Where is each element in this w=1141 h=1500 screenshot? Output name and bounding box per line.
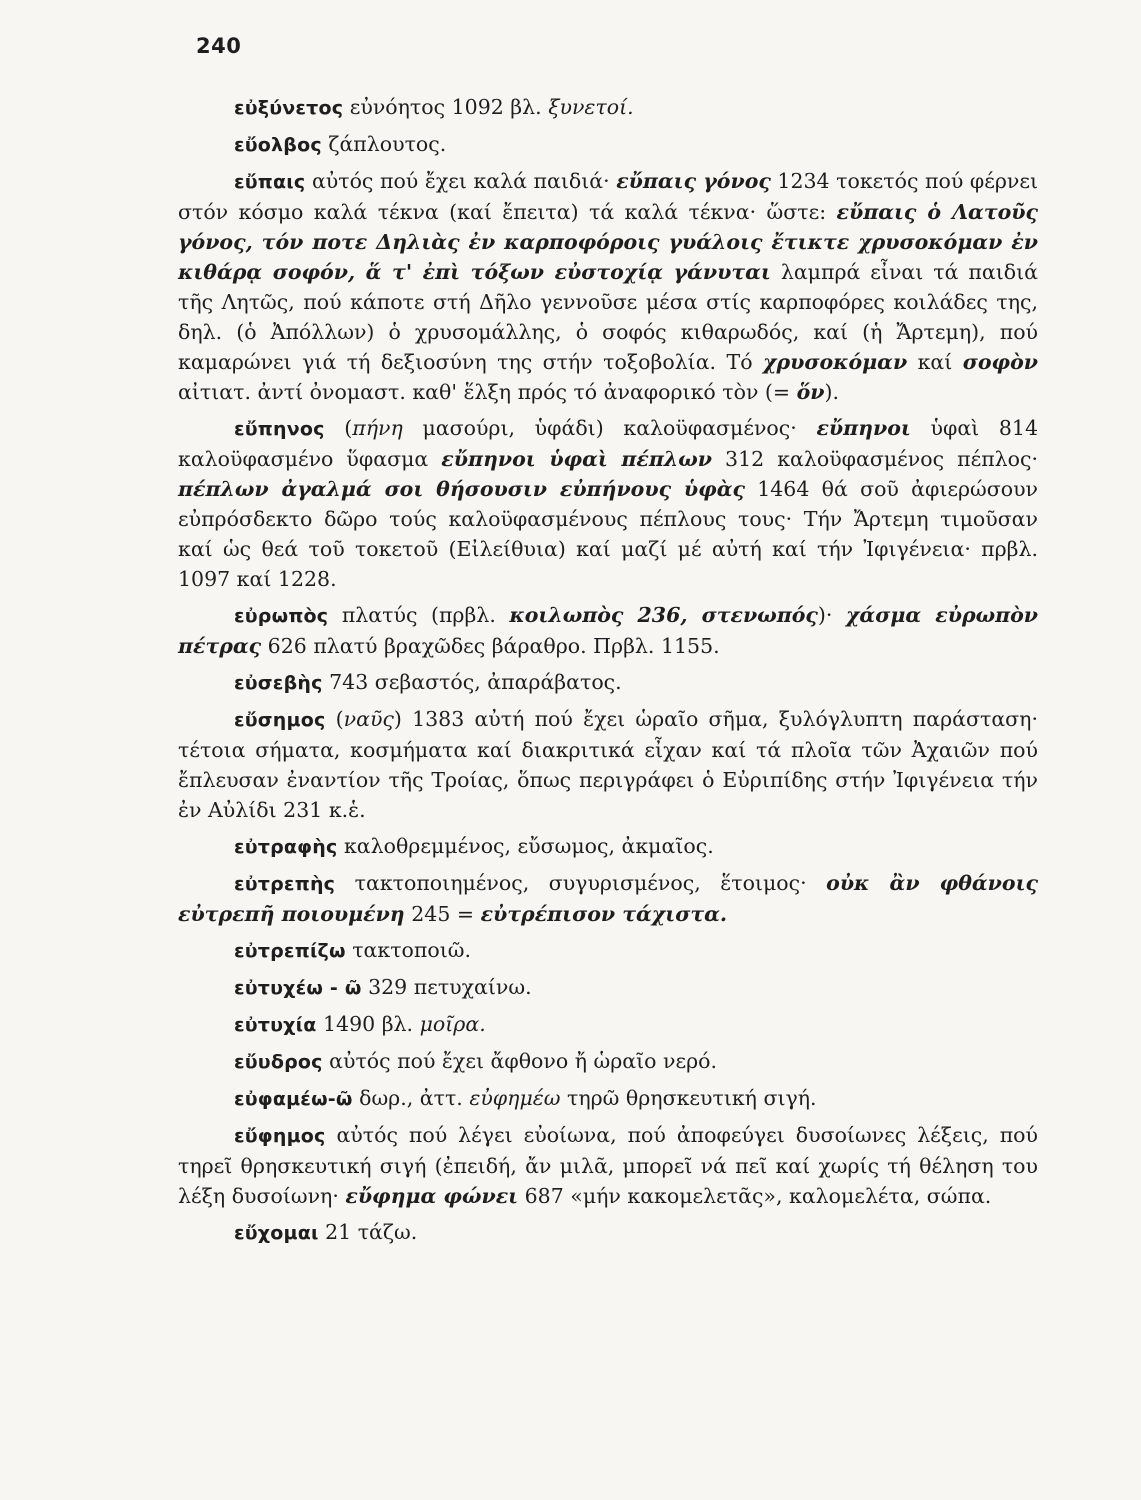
- text: 312 καλοϋφασμένος πέπλος·: [712, 447, 1039, 471]
- entry-eutychia: [178, 1009, 1038, 1040]
- headword: εὐτυχέω - ῶ: [234, 977, 362, 999]
- headword: εὐφαμέω-ῶ: [234, 1088, 353, 1110]
- headword: εὔφημος: [234, 1125, 326, 1147]
- headword: εὐτρεπίζω: [234, 940, 346, 962]
- text: 245 =: [404, 902, 481, 926]
- definition: τακτοποιῶ.: [352, 938, 471, 962]
- entry-euolvos: [178, 129, 1038, 160]
- quote: οὐκ ἂν φθάνοις εὐτρεπῆ ποιουμένη: [178, 871, 1038, 926]
- text: αὐτός πού ἔχει καλά παιδιά·: [311, 169, 617, 193]
- entry-euxynetos: [178, 92, 1038, 123]
- quote: εὔπηνοι ὑφαὶ πέπλων: [441, 447, 713, 471]
- text: ) 1383 αὐτή πού ἔχει ὡραῖο σῆμα, ξυλόγλυπτη παράσταση· τέτοια σήματα, κοσμήματα καί διακριτικά εἶχαν καί τά πλοῖα τῶν Ἀχαιῶν πού ἔπλευσαν ἐναντίον τῆς Τροίας, ὅπως περιγράφει ὁ Εὐριπίδης στήν Ἰφιγένεια τήν ἐν Αὐλίδι 231 κ.ἑ.: [178, 707, 1038, 822]
- text: 1464 θά σοῦ ἀφιερώσουν εὐπρόσδεκτο δῶρο τούς καλοϋφασμένους πέπλους τους· Τήν Ἄρτεμη τιμοῦσαν καί ὡς θεά τοῦ τοκετοῦ (Εἰλείθυια) καί μαζί μέ αὐτή καί τήν Ἰφιγένεια· πρβλ. 1097 καί 1228.: [178, 477, 1039, 591]
- headword: εὔολβος: [234, 134, 322, 156]
- italic: ναῦς: [343, 707, 394, 731]
- entry-eusimos: [178, 704, 1038, 825]
- entry-eutycheo: [178, 972, 1038, 1003]
- headword: εὐτρεπὴς: [234, 873, 336, 895]
- headword: εὐρωπὸς: [234, 605, 329, 627]
- text: ).: [824, 380, 840, 404]
- quote: εὔπαις ὁ Λατοῦς γόνος, τόν ποτε Δηλιὰς ἐν καρποφόροις γυάλοις ἔτικτε χρυσοκόμαν ἐν κιθάρᾳ σοφόν, ἅ τ' ἐπὶ τόξων εὐστοχίᾳ γάνυται: [178, 200, 1038, 284]
- text: αἰτιατ. ἀντί ὀνομαστ. καθ' ἕλξη πρός τό ἀναφορικό τὸν (=: [178, 380, 797, 404]
- definition-italic: μοῖρα.: [419, 1012, 486, 1036]
- quote: εὔπαις γόνος: [616, 169, 771, 193]
- text: 1234 τοκετός πού φέρνει στόν κόσμο καλά τέκνα (καί ἔπειτα) τά καλά τέκνα· ὥστε:: [178, 169, 1039, 224]
- definition: 329 πετυχαίνω.: [368, 975, 532, 999]
- text: καί: [907, 350, 963, 374]
- entry-eupinos: [178, 413, 1038, 594]
- quote: εὔπηνοι: [816, 416, 911, 440]
- entry-eutrafis: [178, 831, 1038, 862]
- headword: εὐξύνετος: [234, 97, 344, 119]
- headword: εὐσεβὴς: [234, 672, 323, 694]
- quote: σοφὸν: [962, 350, 1038, 374]
- text: πλατύς (πρβλ.: [341, 603, 510, 627]
- entry-eutrepis: [178, 868, 1038, 929]
- text: (: [344, 416, 353, 440]
- headword: εὔσημος: [234, 709, 326, 731]
- text: λαμπρά εἶναι τά παιδιά τῆς Λητῶς, πού κάποτε στή Δῆλο γεννοῦσε μέσα στίς καρποφόρες κοιλάδες της, δηλ. (ὁ Ἀπόλλων) ὁ χρυσομάλλης, ὁ σοφός κιθαρωδός, καί (ἡ Ἄρτεμη), πού καμαρώνει γιά τή δεξιοσύνη της στήν τοξοβολία. Τό: [178, 260, 1038, 374]
- headword: εὔπηνος: [234, 418, 325, 440]
- text: 687 «μήν κακομελετᾶς», καλομελέτα, σώπα.: [518, 1184, 992, 1208]
- quote: ὅν: [796, 380, 825, 404]
- text: (: [335, 707, 344, 731]
- headword: εὐτυχία: [234, 1014, 317, 1036]
- page-number: 240: [196, 34, 242, 58]
- definition: εὐνόητος 1092 βλ.: [349, 95, 549, 119]
- definition: δωρ., ἀττ.: [359, 1086, 470, 1110]
- quote: εὐτρέπισον τάχιστα.: [480, 902, 728, 926]
- italic: πήνη: [352, 416, 403, 440]
- entry-eufameo: [178, 1083, 1038, 1114]
- entry-eupais: [178, 166, 1038, 407]
- quote: χρυσοκόμαν: [763, 350, 908, 374]
- glossary-column: [178, 92, 1038, 1254]
- definition-italic: ξυνετοί.: [548, 95, 634, 119]
- definition: 743 σεβαστός, ἀπαράβατος.: [329, 670, 622, 694]
- definition: τηρῶ θρησκευτική σιγή.: [560, 1086, 817, 1110]
- definition: ζάπλουτος.: [328, 132, 447, 156]
- text: μασούρι, ὑφάδι) καλοϋφασμένος·: [402, 416, 817, 440]
- quote: κοιλωπὸς 236, στενωπός: [509, 603, 818, 627]
- text: 626 πλατύ βραχῶδες βάραθρο. Πρβλ. 1155.: [261, 634, 720, 658]
- quote: χάσμα εὐρωπὸν πέτρας: [178, 603, 1038, 658]
- text: ὑφαὶ 814 καλοϋφασμένο ὕφασμα: [178, 416, 1039, 471]
- definition: καλοθρεμμένος, εὔσωμος, ἀκμαῖος.: [343, 834, 714, 858]
- headword: εὔυδρος: [234, 1051, 323, 1073]
- quote: εὔφημα φώνει: [345, 1184, 519, 1208]
- definition: 21 τάζω.: [325, 1220, 418, 1244]
- entry-euydros: [178, 1046, 1038, 1077]
- entry-eufimos: [178, 1120, 1038, 1211]
- definition: αὐτός πού ἔχει ἄφθονο ἤ ὡραῖο νερό.: [329, 1049, 718, 1073]
- entry-europos: [178, 600, 1038, 661]
- text: )·: [817, 603, 846, 627]
- headword: εὐτραφὴς: [234, 836, 338, 858]
- entry-eutrepizo: [178, 935, 1038, 966]
- entry-eusevis: [178, 667, 1038, 698]
- definition-italic: εὐφημέω: [469, 1086, 561, 1110]
- text: τακτοποιημένος, συγυρισμένος, ἕτοιμος·: [354, 871, 827, 895]
- text: αὐτός πού λέγει εὐοίωνα, πού ἀποφεύγει δυσοίωνες λέξεις, πού τηρεῖ θρησκευτική σιγή (ἐπειδή, ἄν μιλᾶ, μπορεῖ νά πεῖ καί χωρίς τή θέληση του λέξη δυσοίωνη·: [178, 1123, 1038, 1208]
- headword: εὔχομαι: [234, 1222, 319, 1244]
- quote: πέπλων ἀγαλμά σοι θήσουσιν εὐπήνους ὑφὰς: [178, 477, 745, 501]
- headword: εὔπαις: [234, 171, 306, 193]
- definition: 1490 βλ.: [323, 1012, 420, 1036]
- entry-euchomai: [178, 1217, 1038, 1248]
